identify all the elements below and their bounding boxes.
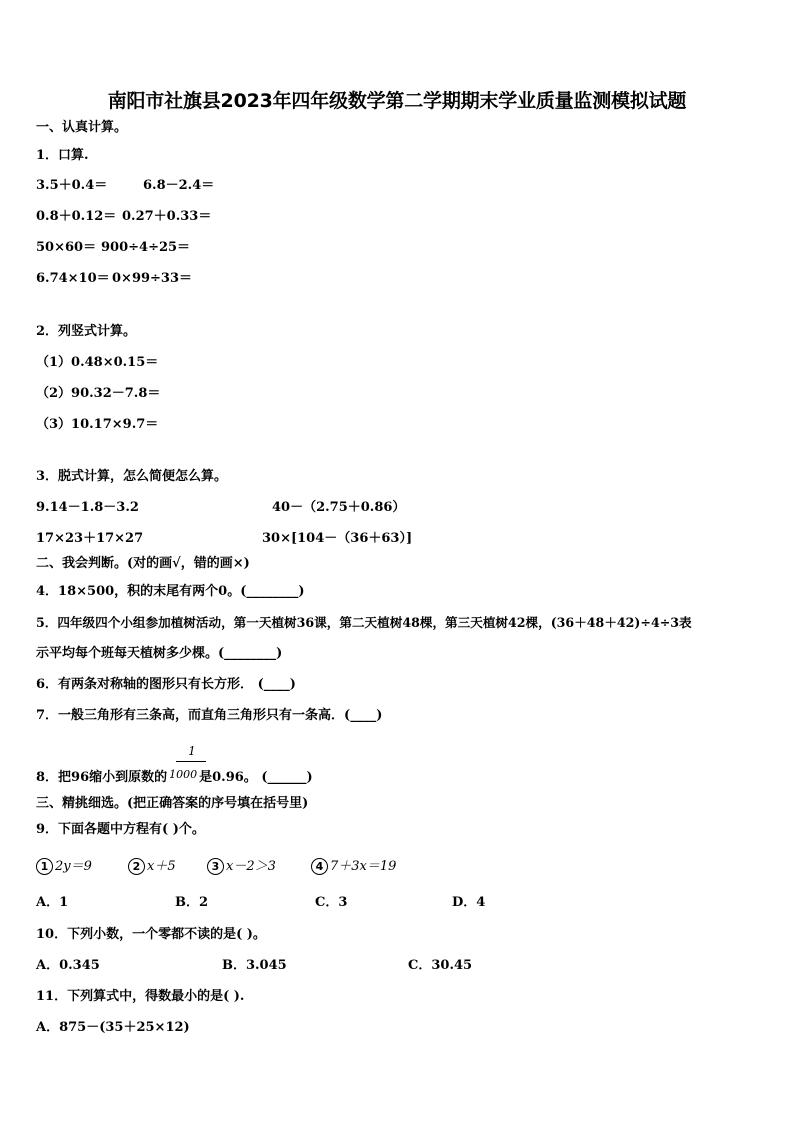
q9-expr-4 <box>311 858 396 875</box>
question-3-label: 3．脱式计算，怎么简便怎么算。 <box>36 469 228 484</box>
q3-expr-4: 30×[104－（36＋63）] <box>262 531 413 546</box>
question-7: 7．一般三角形有三条高，而直角三角形只有一条高．(____) <box>36 708 383 723</box>
q9-expr-2-text: x＋5 <box>147 859 176 874</box>
q1-row-4-b: 0×99÷33＝ <box>112 271 193 286</box>
fraction-numerator: 1 <box>188 744 196 758</box>
q11-option-a: A．875－(35＋25×12) <box>36 1020 190 1035</box>
section-3-heading: 三、精挑细选。(把正确答案的序号填在括号里) <box>36 796 309 811</box>
q9-expr-1 <box>36 858 92 875</box>
q9-expr-1-text: 2y＝9 <box>55 859 92 874</box>
q3-expr-1: 9.14－1.8－3.2 <box>36 500 139 515</box>
q9-option-d: D．4 <box>452 895 486 910</box>
q9-expr-3 <box>207 858 276 875</box>
circled-number-1-icon: 1 <box>36 858 53 875</box>
question-2-label: 2．列竖式计算。 <box>36 324 137 339</box>
question-4: 4．18×500，积的末尾有两个0。(________) <box>36 584 305 599</box>
q1-row-1-b: 6.8－2.4＝ <box>143 178 215 193</box>
section-1-heading: 一、认真计算。 <box>36 120 128 135</box>
q2-item-1: （1）0.48×0.15＝ <box>36 355 159 370</box>
q2-item-3: （3）10.17×9.7＝ <box>36 417 159 432</box>
fraction-denominator: 1000 <box>169 768 198 781</box>
q1-row-3-b: 900÷4÷25＝ <box>101 240 191 255</box>
q3-expr-3: 17×23＋17×27 <box>36 531 144 546</box>
q10-option-c: C．30.45 <box>408 958 473 973</box>
question-10-label: 10．下列小数，一个零都不读的是( )。 <box>36 927 266 942</box>
q10-option-a: A．0.345 <box>36 958 100 973</box>
question-5-line-2: 示平均每个班每天植树多少棵。(________) <box>36 646 283 661</box>
q1-row-2-b: 0.27＋0.33＝ <box>122 209 212 224</box>
q10-option-b: B．3.045 <box>222 958 287 973</box>
q1-row-4-a: 6.74×10＝ <box>36 271 110 286</box>
q9-expr-4-text: 7＋3x＝19 <box>330 859 397 874</box>
circled-number-2-icon: 2 <box>128 858 145 875</box>
question-1-label: 1．口算. <box>36 148 89 163</box>
question-8 <box>36 767 313 786</box>
question-6: 6．有两条对称轴的图形只有长方形． (____) <box>36 677 296 692</box>
q2-item-2: （2）90.32－7.8＝ <box>36 386 161 401</box>
q9-option-a: A．1 <box>36 895 69 910</box>
circled-number-3-icon: 3 <box>207 858 224 875</box>
question-8-prefix: 8．把96缩小到原数的 <box>36 770 168 785</box>
q9-option-c: C．3 <box>315 895 348 910</box>
section-2-heading: 二、我会判断。(对的画√，错的画×) <box>36 556 250 571</box>
question-5-line-1: 5．四年级四个小组参加植树活动，第一天植树36课，第二天植树48棵，第三天植树42棵，(36＋48＋42)÷4÷3表 <box>36 615 692 630</box>
q9-option-b: B．2 <box>175 895 209 910</box>
question-11-label: 11．下列算式中，得数最小的是( ). <box>36 989 245 1004</box>
circled-number-4-icon: 4 <box>311 858 328 875</box>
q9-expr-2 <box>128 858 176 875</box>
q3-expr-2: 40－（2.75＋0.86） <box>272 500 406 515</box>
fraction-bar <box>176 761 206 762</box>
q9-expr-3-text: x－2＞3 <box>226 859 276 874</box>
q1-row-1-a: 3.5＋0.4＝ <box>36 178 108 193</box>
q1-row-2-a: 0.8＋0.12＝ <box>36 209 117 224</box>
page-title: 南阳市社旗县2023年四年级数学第二学期期末学业质量监测模拟试题 <box>107 90 687 112</box>
question-9-label: 9．下面各题中方程有( )个。 <box>36 822 205 837</box>
question-8-suffix: 是0.96。 (______) <box>199 770 313 785</box>
q1-row-3-a: 50×60＝ <box>36 240 97 255</box>
